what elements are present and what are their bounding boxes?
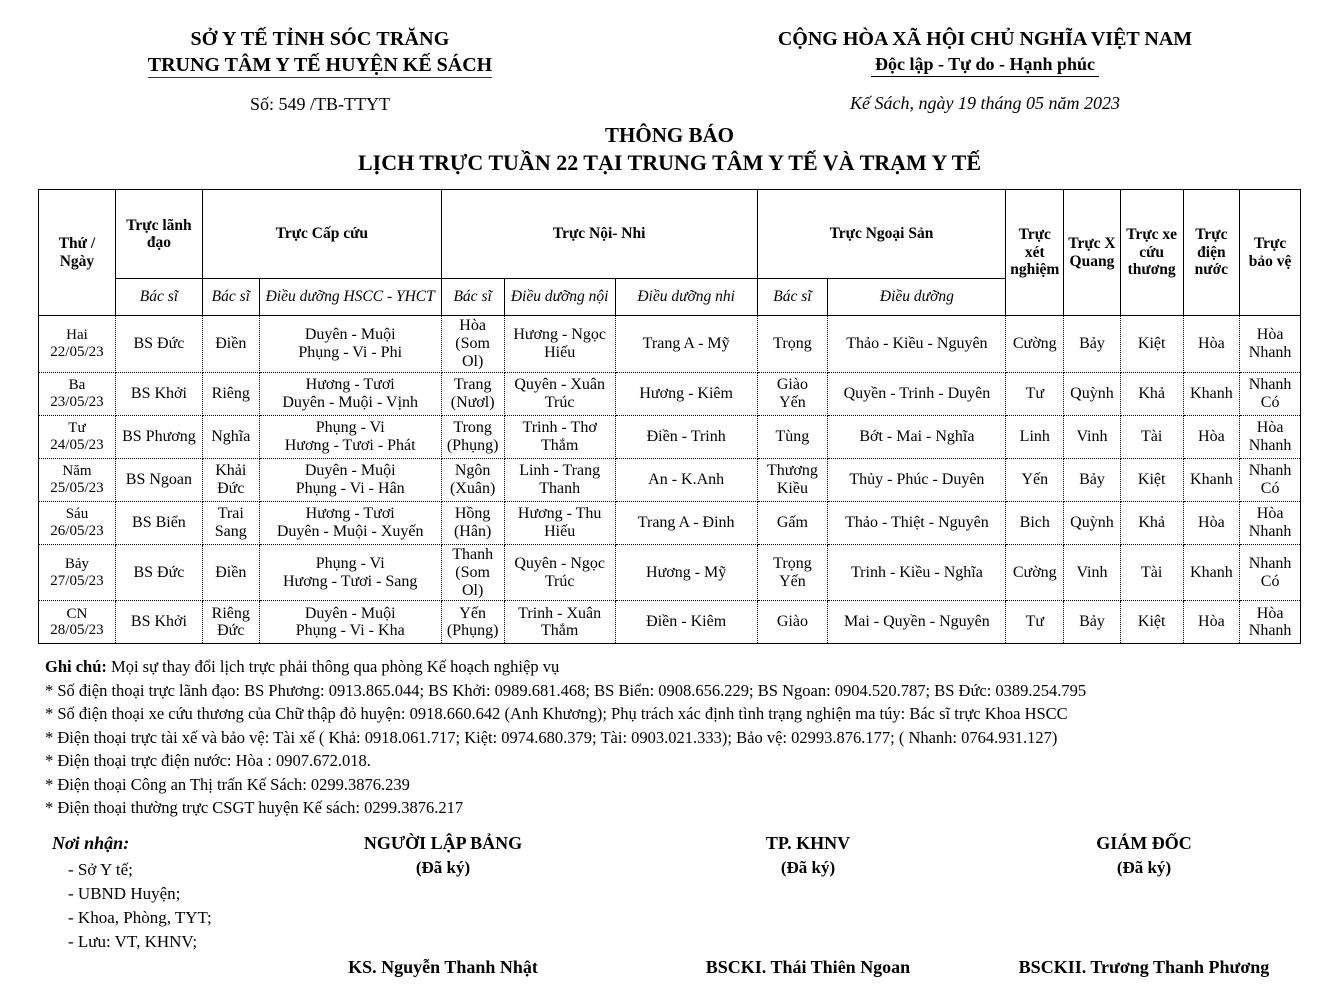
signature-role: GIÁM ĐỐC [1096,833,1192,854]
header-xray: Trực X Quang [1064,190,1121,316]
national-heading-block [640,28,1330,115]
table-row [39,544,1301,601]
header-emergency: Trực Cấp cứu [202,190,441,279]
header-surgery-obstetrics: Trực Ngoại Sản [757,190,1006,279]
subheader-er-doctor: Bác sĩ [202,279,259,316]
cell-pediatric-nurse: Hương - Kiêm [615,372,757,415]
cell-er-doctor: Điền [202,544,259,601]
recipient-item: - Sở Y tế; [68,860,133,880]
cell-utilities-tech: Khanh [1183,544,1240,601]
cell-utilities-tech: Hòa [1183,415,1240,458]
provincial-department-name: SỞ Y TẾ TỈNH SÓC TRĂNG [190,28,450,50]
cell-internal-nurse: Hương - Thu Hiếu [504,501,615,544]
signature-signed-mark: (Đã ký) [415,858,471,878]
country-name: CỘNG HÒA XÃ HỘI CHỦ NGHĨA VIỆT NAM [777,28,1193,50]
cell-er-nurse: Duyên - Muội Phụng - Vi - Phi [259,316,441,373]
note-line: * Số điện thoại trực lãnh đạo: BS Phương: 0913.865.044; BS Khởi: 0989.681.468; BS Biển: 0908.656.229; BS Ngoan: 0904.520.787; BS Đức: 0389.254.795 [45,680,1087,700]
cell-lab-tech: Tư [1006,372,1064,415]
header-day: Thứ / Ngày [39,190,116,316]
cell-driver: Kiệt [1120,601,1183,644]
cell-driver: Kiệt [1120,458,1183,501]
cell-internal-doctor: Trong (Phụng) [441,415,504,458]
recipient-item: - Lưu: VT, KHNV; [68,932,198,952]
document-titles [0,123,1339,176]
cell-xray-tech: Quỳnh [1064,501,1121,544]
cell-xray-tech: Bảy [1064,601,1121,644]
cell-day: Sáu 26/05/23 [39,501,116,544]
cell-internal-nurse: Hương - Ngọc Hiếu [504,316,615,373]
cell-surgery-nurse: Thủy - Phúc - Duyên [828,458,1006,501]
cell-surgery-doctor: Tùng [757,415,828,458]
cell-er-nurse: Duyên - Muội Phụng - Vi - Hân [259,458,441,501]
cell-utilities-tech: Hòa [1183,601,1240,644]
cell-xray-tech: Bảy [1064,458,1121,501]
signature-role: TP. KHNV [765,833,851,854]
cell-day: CN 28/05/23 [39,601,116,644]
table-row [39,372,1301,415]
cell-er-nurse: Hương - Tươi Duyên - Muội - Vịnh [259,372,441,415]
note-line: * Điện thoại trực tài xế và bảo vệ: Tài xế ( Khả: 0918.061.717; Kiệt: 0974.680.379; Tài: 0903.021.333); Bảo vệ: 02993.876.177; ( Nhanh: 0764.931.127) [45,727,1058,747]
document-footer [0,833,1339,1008]
cell-driver: Khả [1120,372,1183,415]
note-line: * Điện thoại thường trực CSGT huyện Kế sách: 0299.3876.217 [45,797,464,817]
note-lines [45,679,1339,820]
cell-internal-nurse: Linh - Trang Thanh [504,458,615,501]
recipient-item: - Khoa, Phòng, TYT; [68,908,212,928]
cell-xray-tech: Vinh [1064,415,1121,458]
table-header [39,190,1301,316]
notes-section [45,655,1339,819]
cell-day: Bảy 27/05/23 [39,544,116,601]
cell-surgery-nurse: Thảo - Thiệt - Nguyên [828,501,1006,544]
cell-guard: Nhanh Có [1240,372,1301,415]
cell-internal-nurse: Trinh - Thơ Thắm [504,415,615,458]
header-lab: Trực xét nghiệm [1006,190,1064,316]
table-row [39,501,1301,544]
cell-er-doctor: Nghĩa [202,415,259,458]
cell-internal-doctor: Trang (Nươl) [441,372,504,415]
cell-surgery-doctor: Giào Yến [757,372,828,415]
subheader-lead-doctor: Bác sĩ [115,279,202,316]
cell-er-doctor: Khải Đức [202,458,259,501]
note-line: * Điện thoại trực điện nước: Hòa : 0907.672.018. [45,751,371,771]
cell-utilities-tech: Hòa [1183,316,1240,373]
note-line: * Số điện thoại xe cứu thương của Chữ thập đỏ huyện: 0918.660.642 (Anh Khương); Phụ trách xác định tình trạng nghiện ma túy: Bác sĩ trực Khoa HSCC [45,704,1068,724]
cell-surgery-doctor: Trọng Yến [757,544,828,601]
duty-schedule-table [38,189,1301,644]
header-ambulance: Trực xe cứu thương [1120,190,1183,316]
recipients-block [52,833,212,952]
cell-day: Ba 23/05/23 [39,372,116,415]
issuing-authority-block [0,28,640,115]
note-main [45,655,1339,678]
cell-pediatric-nurse: Trang A - Đinh [615,501,757,544]
cell-xray-tech: Vinh [1064,544,1121,601]
schedule-table-container [38,189,1301,644]
note-line: * Điện thoại Công an Thị trấn Kế Sách: 0299.3876.239 [45,774,410,794]
cell-pediatric-nurse: Điền - Kiêm [615,601,757,644]
document-number: Số: 549 /TB-TTYT [250,94,390,114]
cell-xray-tech: Quỳnh [1064,372,1121,415]
signature-block-director [1004,833,1284,978]
cell-lead-doctor: BS Đức [115,544,202,601]
subheader-internal-nurse: Điều dưỡng nội [504,279,615,316]
cell-internal-nurse: Trinh - Xuân Thắm [504,601,615,644]
header-leadership: Trực lãnh đạo [115,190,202,279]
subheader-internal-doctor: Bác sĩ [441,279,504,316]
cell-pediatric-nurse: Điền - Trinh [615,415,757,458]
recipient-item: - UBND Huyện; [68,884,181,904]
cell-er-nurse: Hương - Tươi Duyên - Muội - Xuyến [259,501,441,544]
cell-er-nurse: Phụng - Vi Hương - Tươi - Phát [259,415,441,458]
cell-utilities-tech: Khanh [1183,372,1240,415]
cell-utilities-tech: Hòa [1183,501,1240,544]
cell-lab-tech: Yến [1006,458,1064,501]
cell-day: Năm 25/05/23 [39,458,116,501]
table-row [39,316,1301,373]
cell-lead-doctor: BS Ngoan [115,458,202,501]
cell-lab-tech: Cường [1006,316,1064,373]
cell-surgery-doctor: Trọng [757,316,828,373]
cell-internal-nurse: Quyên - Xuân Trúc [504,372,615,415]
signature-block-preparer [303,833,583,978]
page-subtitle: LỊCH TRỰC TUẦN 22 TẠI TRUNG TÂM Y TẾ VÀ TRẠM Y TẾ [357,150,982,175]
cell-utilities-tech: Khanh [1183,458,1240,501]
cell-surgery-nurse: Bớt - Mai - Nghĩa [828,415,1006,458]
header-utilities: Trực điện nước [1183,190,1240,316]
signature-role: NGƯỜI LẬP BẢNG [363,833,523,854]
cell-driver: Tài [1120,415,1183,458]
signature-block-khnv [668,833,948,978]
cell-internal-nurse: Quyên - Ngọc Trúc [504,544,615,601]
cell-surgery-nurse: Thảo - Kiều - Nguyên [828,316,1006,373]
cell-lab-tech: Bich [1006,501,1064,544]
note-main-text: Mọi sự thay đổi lịch trực phải thông qua phòng Kế hoạch nghiệp vụ [106,657,560,677]
notes-label: Ghi chú: [45,657,107,677]
cell-internal-doctor: Hòa (Som Ol) [441,316,504,373]
cell-surgery-doctor: Giào [757,601,828,644]
cell-surgery-doctor: Thương Kiều [757,458,828,501]
place-and-date: Kế Sách, ngày 19 tháng 05 năm 2023 [850,93,1120,113]
cell-surgery-doctor: Gấm [757,501,828,544]
header-internal-pediatric: Trực Nội- Nhi [441,190,757,279]
cell-lab-tech: Linh [1006,415,1064,458]
table-row [39,458,1301,501]
signature-signed-mark: (Đã ký) [1116,858,1172,878]
cell-day: Hai 22/05/23 [39,316,116,373]
cell-er-nurse: Phụng - Vi Hương - Tươi - Sang [259,544,441,601]
cell-guard: Nhanh Có [1240,544,1301,601]
national-motto: Độc lập - Tự do - Hạnh phúc [871,54,1099,77]
cell-guard: Hòa Nhanh [1240,601,1301,644]
cell-pediatric-nurse: An - K.Anh [615,458,757,501]
table-body [39,316,1301,644]
health-center-name: TRUNG TÂM Y TẾ HUYỆN KẾ SÁCH [147,54,493,76]
cell-er-doctor: Riêng [202,372,259,415]
table-row [39,415,1301,458]
signature-signed-mark: (Đã ký) [780,858,836,878]
subheader-surgery-nurse: Điều dưỡng [828,279,1006,316]
cell-er-doctor: Riêng Đức [202,601,259,644]
subheader-surgery-doctor: Bác sĩ [757,279,828,316]
subheader-pediatric-nurse: Điều dưỡng nhi [615,279,757,316]
cell-internal-doctor: Ngôn (Xuân) [441,458,504,501]
signature-name: BSCKII. Trương Thanh Phương [1018,957,1270,978]
document-masthead [0,0,1339,115]
cell-surgery-nurse: Trinh - Kiều - Nghĩa [828,544,1006,601]
cell-pediatric-nurse: Trang A - Mỹ [615,316,757,373]
cell-pediatric-nurse: Hương - Mỹ [615,544,757,601]
cell-er-doctor: Trai Sang [202,501,259,544]
page-title: THÔNG BÁO [605,123,734,147]
recipients-title: Nơi nhận: [52,833,130,854]
cell-internal-doctor: Thanh (Som Ol) [441,544,504,601]
cell-lead-doctor: BS Khởi [115,601,202,644]
cell-lead-doctor: BS Phương [115,415,202,458]
cell-guard: Hòa Nhanh [1240,316,1301,373]
cell-lead-doctor: BS Biển [115,501,202,544]
cell-xray-tech: Bảy [1064,316,1121,373]
cell-surgery-nurse: Mai - Quyền - Nguyên [828,601,1006,644]
cell-lab-tech: Cường [1006,544,1064,601]
cell-guard: Hòa Nhanh [1240,501,1301,544]
cell-er-doctor: Điền [202,316,259,373]
signature-name: BSCKI. Thái Thiên Ngoan [705,957,911,978]
cell-surgery-nurse: Quyền - Trinh - Duyên [828,372,1006,415]
recipients-list [52,860,212,952]
cell-internal-doctor: Yến (Phụng) [441,601,504,644]
cell-driver: Tài [1120,544,1183,601]
cell-lead-doctor: BS Khởi [115,372,202,415]
header-security: Trực bảo vệ [1240,190,1301,316]
cell-guard: Nhanh Có [1240,458,1301,501]
cell-er-nurse: Duyên - Muội Phụng - Vi - Kha [259,601,441,644]
cell-lead-doctor: BS Đức [115,316,202,373]
cell-driver: Kiệt [1120,316,1183,373]
table-row [39,601,1301,644]
cell-lab-tech: Tư [1006,601,1064,644]
cell-internal-doctor: Hồng (Hân) [441,501,504,544]
signature-name: KS. Nguyễn Thanh Nhật [348,957,538,978]
cell-guard: Hòa Nhanh [1240,415,1301,458]
subheader-er-nurse: Điều dưỡng HSCC - YHCT [259,279,441,316]
cell-day: Tư 24/05/23 [39,415,116,458]
cell-driver: Khả [1120,501,1183,544]
